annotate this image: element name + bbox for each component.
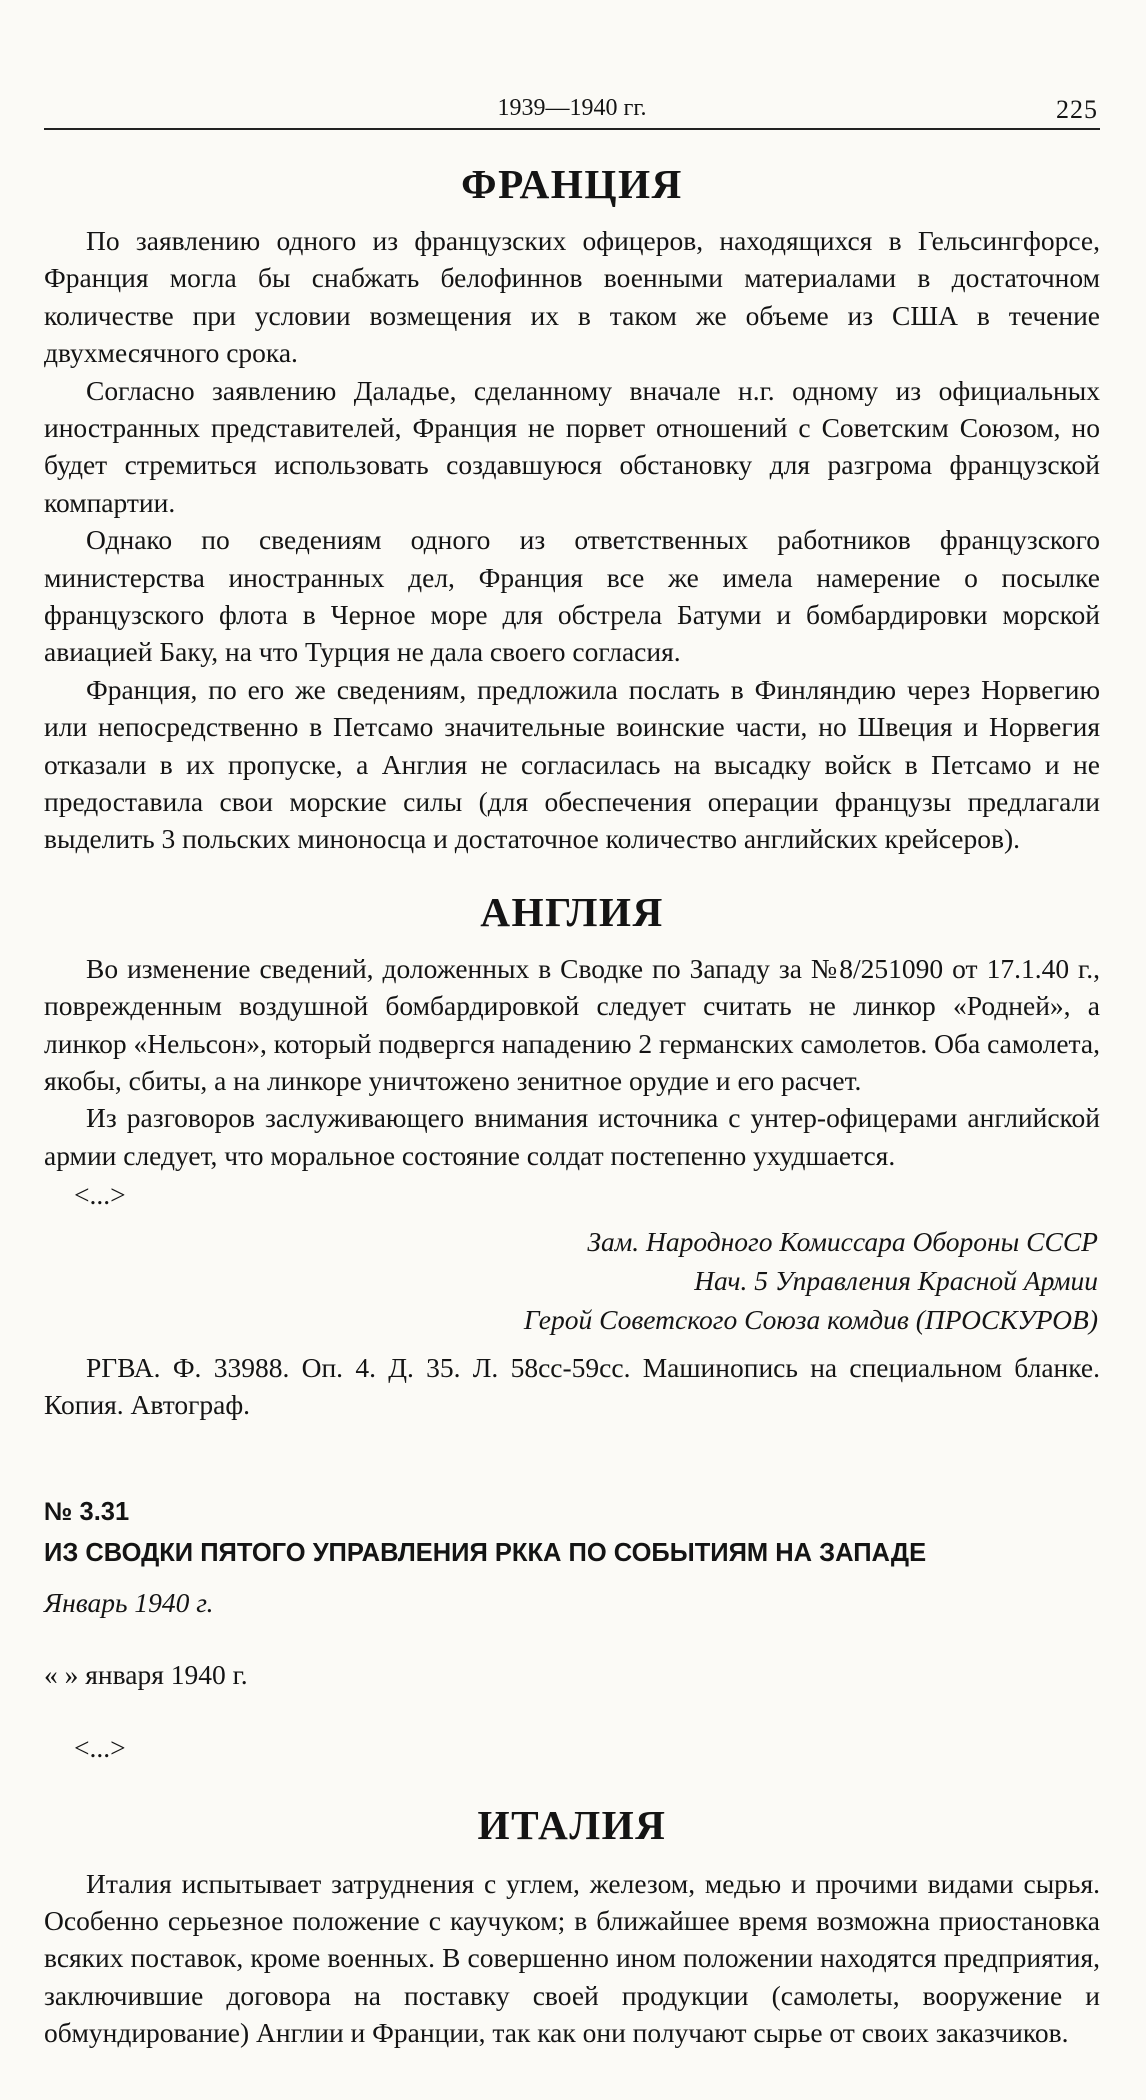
paragraph-france-2: Согласно заявлению Даладье, сделанному вначале н.г. одному из официальных иностранных представителей, Франция не порвет отношений с Советским Союзом, но будет стремиться использовать создавшуюся обстановку для разгрома французской компартии. — [44, 374, 1100, 518]
page-header — [44, 92, 1100, 124]
paragraph-france-4: Франция, по его же сведениям, предложила послать в Финляндию через Норвегию или непосредственно в Петсамо значительные воинские части, но Швеция и Норвегия отказали в их пропуске, а Англия не согласилась на высадку войск в Петсамо и не предоставила свои морские силы (для обеспечения операции французы предлагали выделить 3 польских миноносца и достаточное количество английских крейсеров). — [44, 673, 1100, 855]
archive-reference: РГВА. Ф. 33988. Оп. 4. Д. 35. Л. 58сс-59сс. Машинопись на специальном бланке. Копия. Автограф. — [44, 1351, 1100, 1421]
document-date-line: « » января 1940 г. — [44, 1658, 248, 1690]
omission-mark: <...> — [74, 1732, 126, 1764]
paragraph-france-3: Однако по сведениям одного из ответственных работников французского министерства иностранных дел, Франция все же имела намерение о посылке французского флота в Черное море для обстрела Батуми и бомбардировки морской авиацией Баку, на что Турция не дала своего согласия. — [44, 524, 1100, 668]
signature-block — [44, 1222, 1098, 1339]
paragraph-england-2: Из разговоров заслуживающего внимания источника с унтер-офицерами английской армии следует, что моральное состояние солдат постепенно ухудшается. — [44, 1102, 1100, 1171]
section-heading-england: АНГЛИЯ — [480, 888, 664, 935]
header-rule — [44, 128, 1100, 130]
document-date-italic: Январь 1940 г. — [44, 1587, 214, 1619]
omission-mark: <...> — [74, 1179, 126, 1211]
section-heading-france: ФРАНЦИЯ — [461, 161, 683, 207]
paragraph-france-1: По заявлению одного из французских офицеров, находящихся в Гельсингфорсе, Франция могла бы снабжать белофиннов военными материалами в достаточном количестве при условии возмещения их в таком же объеме из США в течение двухмесячного срока. — [44, 225, 1100, 369]
running-title: 1939—1940 гг. — [497, 95, 647, 121]
document-number: № 3.31 — [44, 1498, 130, 1527]
signature-line-1: Зам. Народного Комиссара Обороны СССР — [587, 1225, 1098, 1257]
paragraph-england-1: Во изменение сведений, доложенных в Сводке по Западу за №8/251090 от 17.1.40 г., поврежденным воздушной бомбардировкой следует считать не линкор «Родней», а линкор «Нельсон», который подвергся нападению 2 германских самолетов. Оба самолета, якобы, сбиты, а на линкоре уничтожено зенитное орудие и его расчет. — [44, 952, 1100, 1096]
section-heading-italy: ИТАЛИЯ — [477, 1801, 667, 1848]
signature-line-2: Нач. 5 Управления Красной Армии — [694, 1264, 1098, 1296]
signature-line-3: Герой Советского Союза комдив (ПРОСКУРОВ) — [523, 1303, 1098, 1335]
paragraph-italy: Италия испытывает затруднения с углем, железом, медью и прочими видами сырья. Особенно серьезное положение с каучуком; в ближайшее время возможна приостановка всяких поставок, кроме военных. В совершенно ином положении находятся предприятия, заключившие договора на поставку своей продукции (самолеты, вооружение и обмундирование) Англии и Франции, так как они получают сырье от своих заказчиков. — [44, 1867, 1100, 2049]
document-header — [44, 1495, 1100, 1570]
page-number: 225 — [1056, 95, 1098, 124]
document-title: ИЗ СВОДКИ ПЯТОГО УПРАВЛЕНИЯ РККА ПО СОБЫТИЯМ НА ЗАПАДЕ — [44, 1538, 927, 1567]
